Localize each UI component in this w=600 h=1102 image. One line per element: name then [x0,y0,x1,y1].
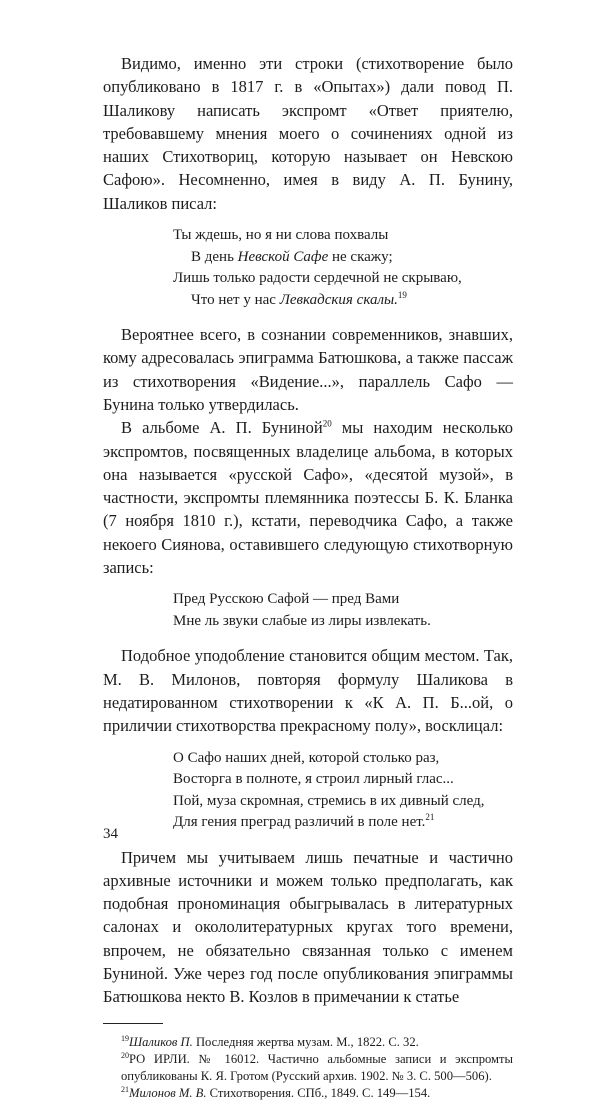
footnote-21: $^{21}$Милонов М. В. Стихотворения. СПб., 1849. С. 149—154. [121,1084,431,1100]
italic-phrase: Левкадския скалы. [279,291,398,308]
verse-siyanov [103,589,513,632]
verse-line: Восторга в полноте, я строил лирный глас... [173,771,454,788]
footnote-divider [103,1023,163,1024]
paragraph-2: Вероятнее всего, в сознании современников, знавших, кому адресовалась эпиграмма Батюшкова, а также пассаж из стихотворения «Видение...», параллель Сафо — Бунина только утвердилась. [103,325,513,414]
footnote-ref-21: 21 [425,812,435,823]
verse-line: Что нет у нас Левкадския скалы.$^{19}$ [191,289,407,308]
verse-line: В день Невской Сафе не скажу; [191,248,393,265]
italic-phrase: Невской Сафе [237,248,329,265]
footnote-ref-19: 19 [397,289,407,300]
verse-milonov [103,748,513,834]
footnote-19: $^{19}$Шаликов П. Последняя жертва музам. М., 1822. С. 32. [121,1033,419,1049]
verse-line: Пред Русскою Сафой — пред Вами [173,591,400,608]
paragraph-1: Видимо, именно эти строки (стихотворение было опубликовано в 1817 г. в «Опытах») дали повод П. Шаликову написать экспромт «Ответ приятелю, требовавшему мнения моего о сочинениях одной из наших Стихотвориц, которую называет он Невскою Сафою». Несомненно, имея в виду А. П. Бунину, Шаликов писал: [103,54,513,213]
verse-line: Мне ль звуки слабые из лиры извлекать. [173,612,431,629]
verse-line: О Сафо наших дней, которой столько раз, [173,749,440,766]
footnote-20: $^{20}$РО ИРЛИ. № 16012. Частично альбомные записи и экспромты опубликованы К. Я. Гротом (Русский архив. 1902. № 3. С. 500—506). [121,1050,513,1083]
verse-line: Для гения преград различий в поле нет.$^{21}$ [173,812,435,831]
verse-line: Лишь только радости сердечной не скрываю, [173,270,462,287]
verse-shalikov [103,225,513,311]
verse-line: Ты ждешь, но я ни слова похвалы [173,227,389,244]
paragraph-5: Причем мы учитываем лишь печатные и частично архивные источники и можем только предполагать, как подобная прономинация обыгрывалась в литературных салонах и окололитературных кругах того времени, впрочем, не обязательно связанная только с именем Буниной. Уже через год после опубликования эпиграммы Батюшкова некто В. Козлов в примечании к статье [103,847,513,1007]
paragraph-3: В альбоме А. П. Буниной$^{20}$ мы находим несколько экспромтов, посвященных владелице альбома, в которых она называется «русской Сафо», «десятой музой», в частности, экспромты племянника поэтессы Б. К. Бланка (7 ноября 1810 г.), кстати, переводчика Сафо, а также некоего Сиянова, оставившего следующую стихотворную запись: [103,418,514,578]
page-text-column [103,52,513,1102]
paragraph-4: Подобное уподобление становится общим местом. Так, М. В. Милонов, повторяя формулу Шаликова в недатированном стихотворении к «К А. П. Б...ой, о приличии стихотворства прекрасному полу», восклицал: [103,646,513,736]
page-number: 34 [103,826,118,842]
footnote-ref-20: 20 [322,418,332,429]
verse-line: Пой, муза скромная, стремись в их дивный след, [173,792,485,809]
